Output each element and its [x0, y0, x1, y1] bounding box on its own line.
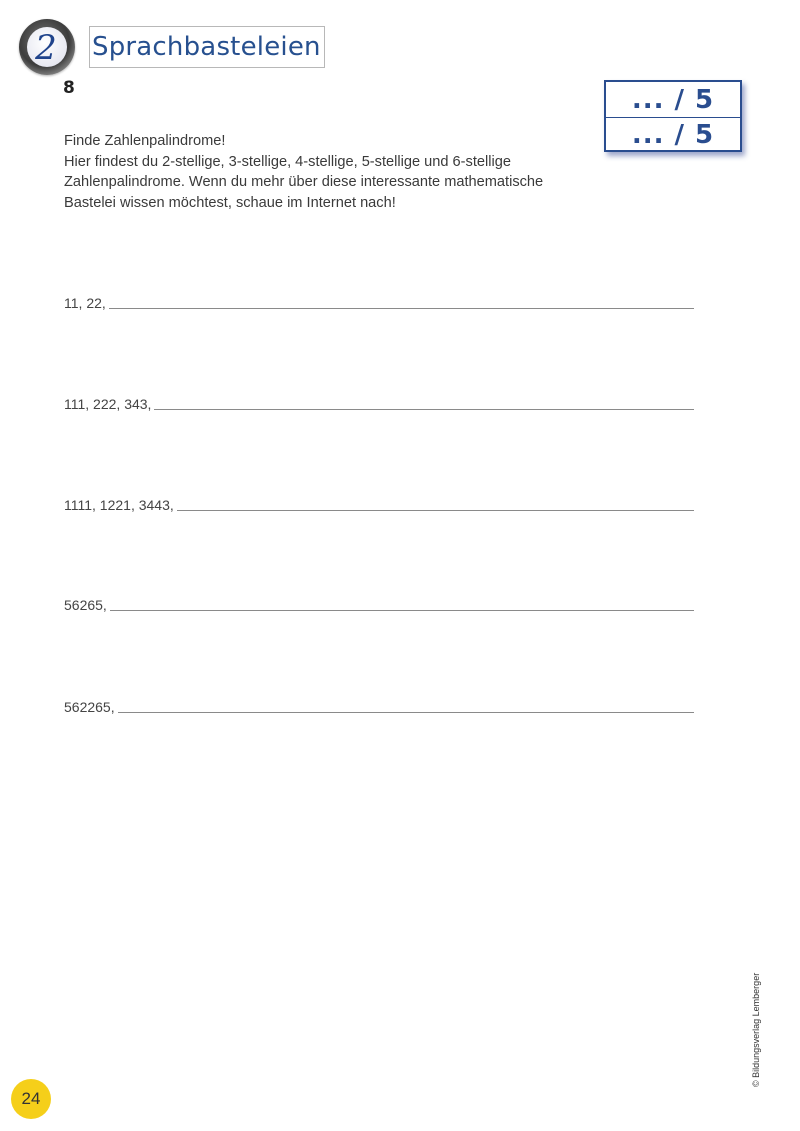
- chapter-badge-inner: [27, 27, 67, 67]
- task-instructions: [64, 131, 624, 213]
- answer-prefix: 1111, 1221, 3443,: [64, 497, 174, 513]
- answer-prefix: 111, 222, 343,: [64, 396, 152, 412]
- chapter-number: 2: [35, 28, 57, 68]
- instruction-line: Bastelei wissen möchtest, schaue im Internet nach!: [64, 194, 396, 211]
- answer-line[interactable]: [118, 712, 694, 713]
- answer-row-5-digit: [64, 597, 694, 613]
- instruction-line: Finde Zahlenpalindrome!: [64, 133, 226, 149]
- page-number-badge: [11, 1079, 51, 1119]
- answer-row-2-digit: [64, 295, 694, 311]
- instruction-line: Hier findest du 2-stellige, 3-stellige, 4-stellige, 5-stellige und 6-stellige: [64, 153, 511, 170]
- answer-prefix: 56265,: [64, 597, 107, 613]
- answer-prefix: 11, 22,: [64, 295, 106, 311]
- page-number: 24: [21, 1089, 41, 1108]
- answer-prefix: 562265,: [64, 699, 115, 715]
- copyright-notice: © Bildungsverlag Lemberger: [751, 972, 761, 1087]
- answer-line[interactable]: [177, 510, 694, 511]
- chapter-title-box: [89, 26, 325, 68]
- answer-row-4-digit: [64, 497, 694, 513]
- chapter-title: Sprachbasteleien: [92, 32, 321, 62]
- answer-line[interactable]: [154, 409, 694, 410]
- instruction-line: Zahlenpalindrome. Wenn du mehr über diese interessante mathematische: [64, 174, 544, 190]
- chapter-badge: [19, 19, 75, 75]
- answer-line[interactable]: [110, 610, 694, 611]
- answer-row-3-digit: [64, 396, 694, 412]
- task-number: 8: [63, 78, 75, 98]
- answer-line[interactable]: [109, 308, 694, 309]
- score-box: [604, 80, 742, 152]
- score-field-2[interactable]: ... / 5: [606, 117, 740, 151]
- score-field-1[interactable]: ... / 5: [631, 84, 715, 115]
- answer-row-6-digit: [64, 699, 694, 715]
